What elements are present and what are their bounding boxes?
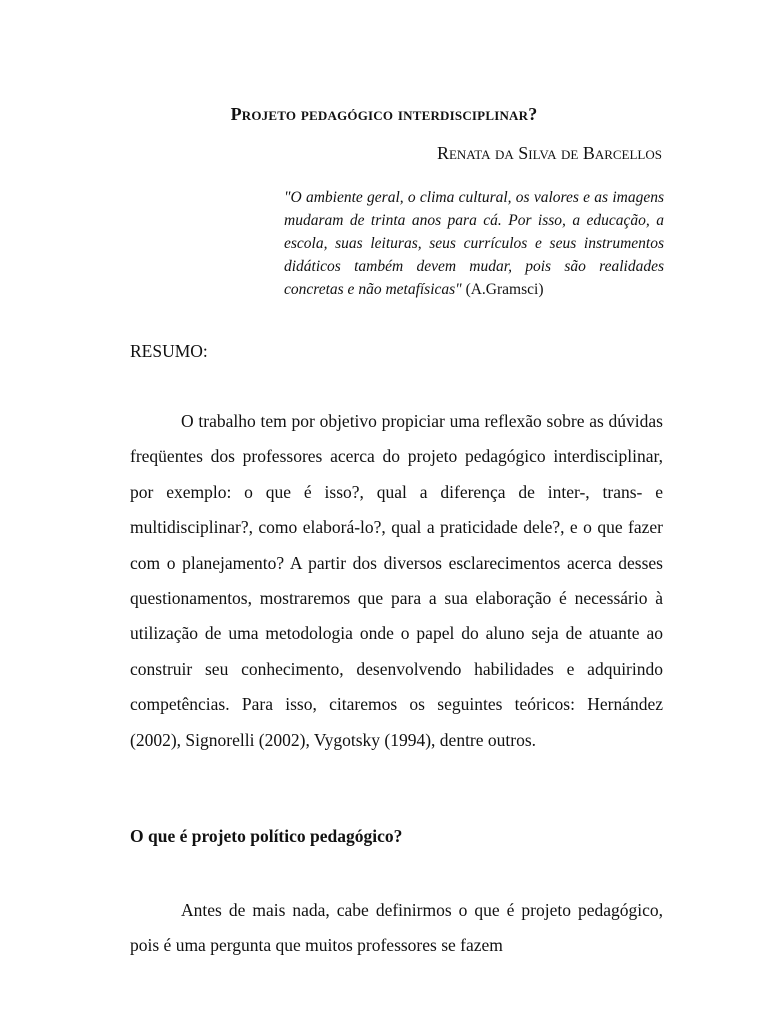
section-heading: O que é projeto político pedagógico? [130,826,403,846]
epigraph-quote: "O ambiente geral, o clima cultural, os valores e as imagens mudaram de trinta anos para cá. Por isso, a educação, a escola, suas leituras, seus currículos e seus instrumentos didáticos também devem mudar, pois são realidades concretas e não metafísicas" [284,189,664,298]
section-paragraph: Antes de mais nada, cabe definirmos o que é projeto pedagógico, pois é uma pergunta que muitos professores se fazem [130,900,663,956]
document-title: Projeto pedagógico interdisciplinar? [230,104,538,124]
abstract-label: RESUMO: [130,341,208,361]
epigraph-citation: (A.Gramsci) [465,281,544,298]
epigraph [284,186,664,301]
abstract-paragraph: O trabalho tem por objetivo propiciar uma reflexão sobre as dúvidas freqüentes dos professores acerca do projeto pedagógico interdisciplinar, por exemplo: o que é isso?, qual a diferença de inter-, trans- e multidisciplinar?, como elaborá-lo?, qual a praticidade dele?, e o que fazer com o planejamento? A partir dos diversos esclarecimentos acerca desses questionamentos, mostraremos que para a sua elaboração é necessário à utilização de uma metodologia onde o papel do aluno seja de atuante ao construir seu conhecimento, desenvolvendo habilidades e adquirindo competências. Para isso, citaremos os seguintes teóricos: Hernández (2002), Signorelli (2002), Vygotsky (1994), dentre outros. [130,411,663,750]
author-name: Renata da Silva de Barcellos [436,143,662,163]
